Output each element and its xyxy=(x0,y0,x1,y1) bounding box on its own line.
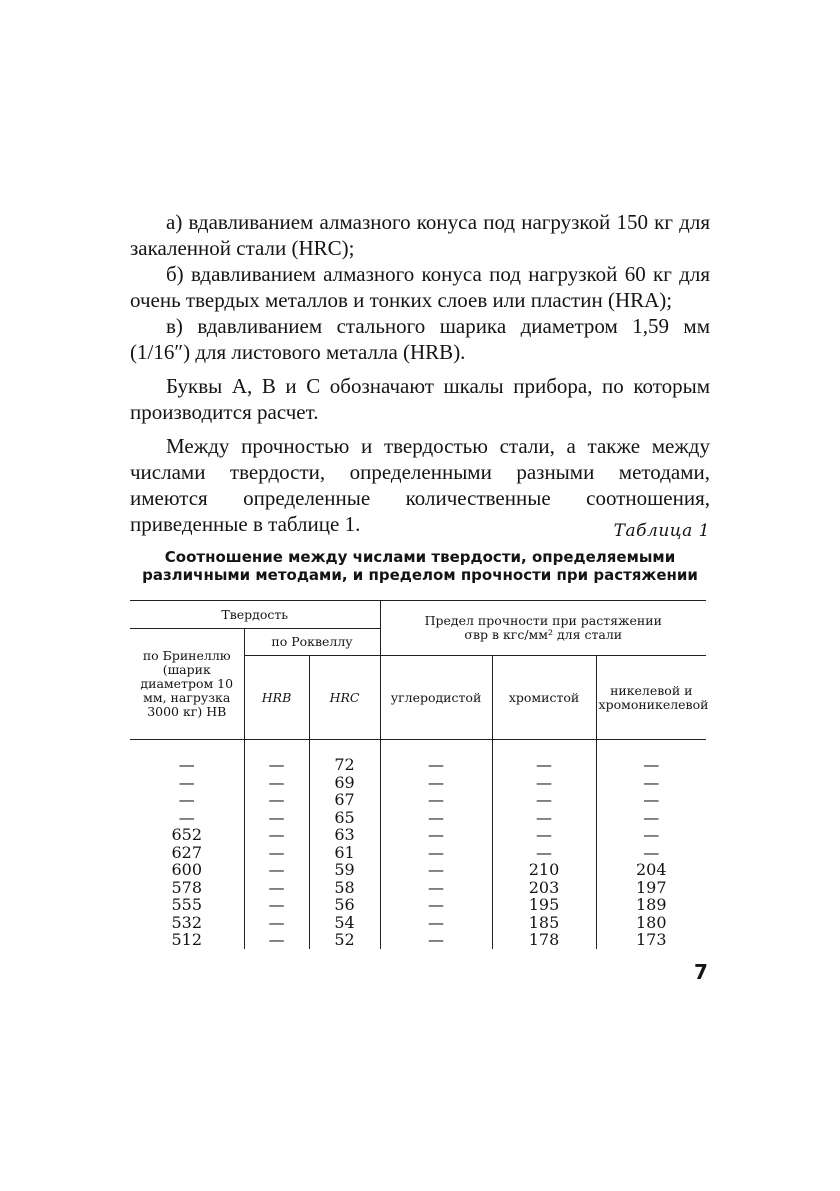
cell-hrb: — xyxy=(244,931,309,949)
cell-chromium: 203 xyxy=(492,879,596,897)
table-row xyxy=(130,914,706,932)
cell-hrc: 67 xyxy=(309,791,380,809)
cell-hrc: 63 xyxy=(309,826,380,844)
table-label: Таблица 1 xyxy=(613,521,710,541)
cell-hrb: — xyxy=(244,826,309,844)
table-row xyxy=(130,774,706,792)
cell-hrc: 59 xyxy=(309,861,380,879)
cell-carbon: — xyxy=(380,809,492,827)
table-row xyxy=(130,861,706,879)
cell-carbon: — xyxy=(380,931,492,949)
table-spacer-row xyxy=(130,740,706,757)
cell-hrb: — xyxy=(244,774,309,792)
cell-chromium: — xyxy=(492,791,596,809)
cell-hrb: — xyxy=(244,844,309,862)
cell-carbon: — xyxy=(380,791,492,809)
table-row xyxy=(130,879,706,897)
cell-brinell: — xyxy=(178,755,195,774)
table-row xyxy=(130,826,706,844)
page-number: 7 xyxy=(694,960,708,984)
paragraph-b: б) вдавливанием алмазного конуса под нагрузкой 60 кг для очень твердых металлов и тонких слоев или пластин (HRA); xyxy=(130,262,710,312)
cell-brinell: — xyxy=(178,790,195,809)
cell-hrb: — xyxy=(244,879,309,897)
cell-hrb: — xyxy=(244,896,309,914)
cell-chromium: — xyxy=(492,774,596,792)
cell-carbon: — xyxy=(380,914,492,932)
cell-carbon: — xyxy=(380,879,492,897)
header-strength-line-1: Предел прочности при растяжении xyxy=(424,613,662,628)
cell-brinell: 512 xyxy=(171,930,203,949)
cell-carbon: — xyxy=(380,844,492,862)
cell-hrb: — xyxy=(244,914,309,932)
header-chromium-steel: хромистой xyxy=(492,656,596,740)
table-row xyxy=(130,844,706,862)
table-row xyxy=(130,931,706,949)
table-title xyxy=(130,548,710,584)
header-hardness: Твердость xyxy=(130,601,380,629)
cell-hrb: — xyxy=(244,861,309,879)
table-body xyxy=(130,740,706,949)
cell-hrc: 58 xyxy=(309,879,380,897)
cell-chromium: — xyxy=(492,826,596,844)
header-strength xyxy=(380,601,706,656)
cell-nickel: 173 xyxy=(596,931,706,949)
cell-chromium: — xyxy=(492,809,596,827)
cell-brinell: 578 xyxy=(171,877,203,897)
paragraph-c: в) вдавливанием стального шарика диаметром 1,59 мм (1/16″) для листового металла (HRB). xyxy=(130,314,710,364)
cell-brinell: 652 xyxy=(171,825,203,844)
cell-carbon: — xyxy=(380,826,492,844)
cell-nickel: 180 xyxy=(596,914,706,932)
cell-brinell: — xyxy=(178,772,195,792)
cell-hrc: 72 xyxy=(309,756,380,774)
cell-brinell: 600 xyxy=(171,860,203,879)
table-row xyxy=(130,896,706,914)
cell-nickel: 189 xyxy=(596,896,706,914)
cell-carbon: — xyxy=(380,774,492,792)
hardness-table xyxy=(130,600,709,949)
paragraph-scales: Буквы A, B и C обозначают шкалы прибора, по которым производится расчет. xyxy=(130,374,710,424)
cell-brinell: 532 xyxy=(171,912,203,932)
paragraph-a: а) вдавливанием алмазного конуса под нагрузкой 150 кг для закаленной стали (HRC); xyxy=(130,210,710,260)
cell-hrc: 52 xyxy=(309,931,380,949)
cell-carbon: — xyxy=(380,896,492,914)
header-nickel-steel: никелевой и хромоникелевой xyxy=(596,656,706,740)
paragraph-relations: Между прочностью и твердостью стали, а также между числами твердости, определенными разными методами, имеются определенные количественные соотношения, приведенные в таблице 1. xyxy=(130,434,710,536)
header-brinell: по Бринеллю (шарик диаметром 10 мм, нагрузка 3000 кг) HB xyxy=(130,629,244,740)
cell-chromium: 178 xyxy=(492,931,596,949)
cell-hrc: 54 xyxy=(309,914,380,932)
cell-hrb: — xyxy=(244,791,309,809)
cell-nickel: — xyxy=(596,844,706,862)
header-rockwell: по Роквеллу xyxy=(244,629,380,656)
cell-chromium: 185 xyxy=(492,914,596,932)
cell-nickel: — xyxy=(596,826,706,844)
header-hrb: HRB xyxy=(244,656,309,740)
cell-nickel: — xyxy=(596,774,706,792)
table-row xyxy=(130,809,706,827)
cell-brinell: — xyxy=(178,807,195,827)
cell-nickel: 197 xyxy=(596,879,706,897)
cell-carbon: — xyxy=(380,861,492,879)
cell-nickel: — xyxy=(596,809,706,827)
cell-hrc: 69 xyxy=(309,774,380,792)
cell-nickel: 204 xyxy=(596,861,706,879)
cell-nickel: — xyxy=(596,756,706,774)
table-title-line-1: Соотношение между числами твердости, определяемыми xyxy=(164,548,676,566)
cell-hrb: — xyxy=(244,809,309,827)
header-carbon-steel: углеродистой xyxy=(380,656,492,740)
cell-carbon: — xyxy=(380,756,492,774)
cell-brinell: 555 xyxy=(171,895,203,914)
table-row xyxy=(130,756,706,774)
cell-chromium: — xyxy=(492,844,596,862)
cell-hrc: 56 xyxy=(309,896,380,914)
cell-hrb: — xyxy=(244,756,309,774)
cell-hrc: 61 xyxy=(309,844,380,862)
body-text xyxy=(130,209,710,537)
cell-nickel: — xyxy=(596,791,706,809)
cell-chromium: 195 xyxy=(492,896,596,914)
cell-chromium: — xyxy=(492,756,596,774)
cell-hrc: 65 xyxy=(309,809,380,827)
table-row xyxy=(130,791,706,809)
header-strength-line-2: σвр в кгс/мм² для стали xyxy=(464,627,623,642)
table-title-line-2: различными методами, и пределом прочности при растяжении xyxy=(142,566,698,584)
header-hrc: HRC xyxy=(309,656,380,740)
cell-brinell: 627 xyxy=(171,842,203,862)
cell-chromium: 210 xyxy=(492,861,596,879)
